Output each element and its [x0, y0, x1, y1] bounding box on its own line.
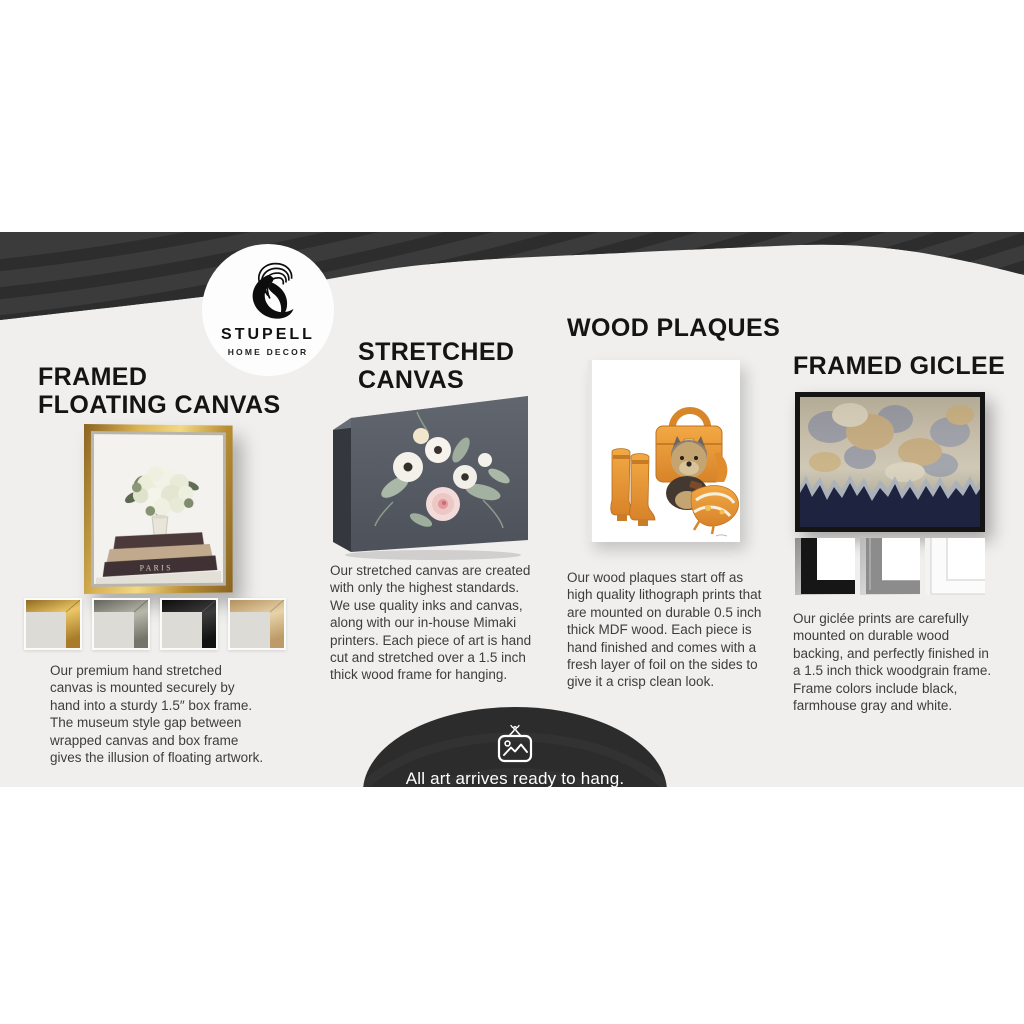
dog-and-accessories-art: [588, 360, 740, 542]
title-framed-floating-canvas: FRAMED FLOATING CANVAS: [38, 363, 281, 419]
floating-frame-swatches: [24, 598, 286, 650]
frame-swatch-silver: [92, 598, 150, 650]
orange-boots: [611, 449, 655, 526]
ready-to-hang-banner: [363, 707, 667, 787]
wood-plaques-description: Our wood plaques start off as high quality lithograph prints that are mounted on durable 0.5 inch thick MDF wood. Each piece is hand finished and comes with a fresh layer of foil on the sides to give it a crisp clean look.: [567, 570, 762, 690]
stretched-canvas-description: Our stretched canvas are created with only the highest standards. We use quality inks and canvas, along with our in-house Mimaki printers. Each piece of art is hand cut and stretched over a 1.5 inch thick wood frame for hanging.: [330, 563, 532, 683]
title-wood-plaques: WOOD PLAQUES: [567, 314, 781, 342]
book-label: PARIS: [139, 563, 173, 573]
dark-wave-band: [0, 232, 1024, 352]
frame-swatch-gold: [24, 598, 82, 650]
stupell-s-icon: [239, 258, 297, 324]
floating-canvas-product-image: [84, 424, 233, 594]
giclee-frame-white: [925, 538, 985, 595]
giclee-frame-gray: [860, 538, 920, 595]
banner-text: All art arrives ready to hang.: [405, 769, 625, 787]
brand-logo: [202, 244, 334, 376]
framed-giclee-product-image: [795, 392, 985, 532]
giclee-frame-black: [795, 538, 855, 595]
framed-giclee-description: Our giclée prints are carefully mounted on durable wood backing, and perfectly finished in a 1.5 inch thick woodgrain frame. Frame colors include black, farmhouse gray and white.: [793, 611, 992, 714]
s-body: [253, 275, 294, 319]
title-stretched-canvas: STRETCHED CANVAS: [358, 338, 515, 394]
giclee-frame-swatches: [795, 538, 985, 595]
frame-swatch-champagne: [228, 598, 286, 650]
frame-swatch-black: [160, 598, 218, 650]
title-framed-giclee: FRAMED GICLEE: [793, 352, 1006, 380]
floating-canvas-description: Our premium hand stretched canvas is mounted securely by hand into a sturdy 1.5″ box frame. The museum style gap between wrapped canvas and box frame gives the illusion of floating artwork.: [50, 663, 264, 766]
book-stack: [103, 532, 218, 577]
brand-tagline: HOME DECOR: [227, 347, 309, 357]
wood-plaque-product-image: [588, 360, 740, 542]
main-panel: [0, 232, 1024, 787]
framed-art-icon: [493, 724, 537, 766]
abstract-art: [800, 397, 980, 527]
stretched-canvas-product-image: [333, 392, 529, 560]
brand-name: STUPELL: [221, 326, 315, 343]
hydrangea-books-art: [94, 434, 223, 584]
